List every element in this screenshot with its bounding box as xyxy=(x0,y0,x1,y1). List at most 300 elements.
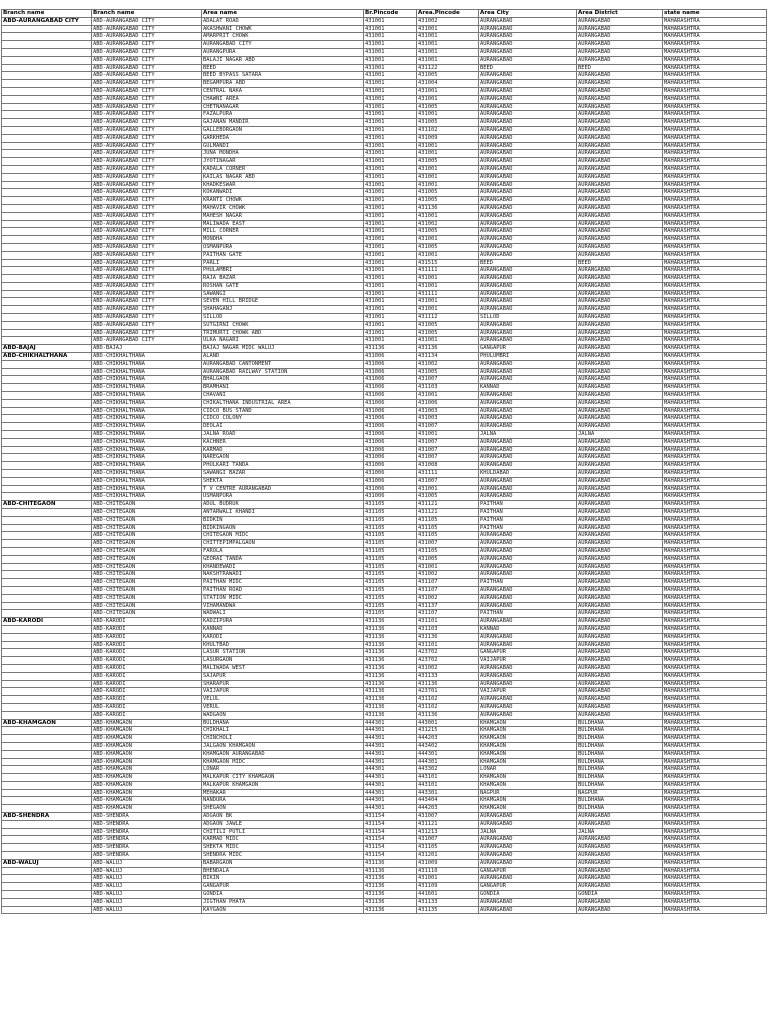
area-district-cell: JALNA xyxy=(577,431,663,439)
table-header xyxy=(2,10,767,18)
br-pincode-cell: 431136 xyxy=(364,657,417,665)
table-row xyxy=(2,438,767,446)
branch-name-cell: ABD-SHENDRA xyxy=(92,844,202,852)
table-row xyxy=(2,150,767,158)
area-name-cell: BIDKIN xyxy=(202,516,364,524)
table-row xyxy=(2,547,767,555)
area-pincode-cell: 431105 xyxy=(417,516,479,524)
area-city-cell: AURANGABAD xyxy=(479,711,577,719)
area-city-cell: GANGAPUR xyxy=(479,867,577,875)
area-name-cell: BIDKINGAON xyxy=(202,524,364,532)
branch-name-cell: ABD-AURANGABAD CITY xyxy=(92,290,202,298)
br-pincode-cell: 431001 xyxy=(364,80,417,88)
area-city-cell: GONDIA xyxy=(479,891,577,899)
branch-name-cell: ABD-CHIKHALTHANA xyxy=(92,470,202,478)
br-pincode-cell: 431136 xyxy=(364,672,417,680)
area-district-cell: AURANGABAD xyxy=(577,657,663,665)
area-district-cell: AURANGABAD xyxy=(577,898,663,906)
area-district-cell: AURANGABAD xyxy=(577,48,663,56)
br-pincode-cell: 431001 xyxy=(364,329,417,337)
branch-name-cell: ABD-AURANGABAD CITY xyxy=(92,72,202,80)
branch-name-cell: ABD-KARODI xyxy=(92,664,202,672)
area-district-cell: AURANGABAD xyxy=(577,844,663,852)
area-district-cell: AURANGABAD xyxy=(577,462,663,470)
branch-group-cell xyxy=(2,891,92,899)
area-city-cell: AURANGABAD xyxy=(479,142,577,150)
area-pincode-cell: 431005 xyxy=(417,197,479,205)
area-pincode-cell: 431001 xyxy=(417,87,479,95)
table-row xyxy=(2,906,767,914)
state-name-cell: MAHARASHTRA xyxy=(663,664,767,672)
state-name-cell: MAHARASHTRA xyxy=(663,173,767,181)
branch-name-cell: ABD-AURANGABAD CITY xyxy=(92,275,202,283)
area-name-cell: CHITEGAON MIDC xyxy=(202,532,364,540)
br-pincode-cell: 431001 xyxy=(364,103,417,111)
area-city-cell: AURANGABAD xyxy=(479,407,577,415)
branch-name-cell: ABD-CHIKHALTHANA xyxy=(92,384,202,392)
area-city-cell: KHAMGAON xyxy=(479,727,577,735)
area-name-cell: STATION MIDC xyxy=(202,594,364,602)
area-pincode-cell: 431101 xyxy=(417,618,479,626)
branch-group-cell xyxy=(2,844,92,852)
area-district-cell: AURANGABAD xyxy=(577,282,663,290)
state-name-cell: MAHARASHTRA xyxy=(663,142,767,150)
branch-name-cell: ABD-AURANGABAD CITY xyxy=(92,204,202,212)
table-row xyxy=(2,314,767,322)
branch-group-cell xyxy=(2,392,92,400)
branch-name-cell: ABD-CHITEGAON xyxy=(92,540,202,548)
table-row xyxy=(2,501,767,509)
branch-group-cell: ABD-KHAMGAON xyxy=(2,719,92,727)
branch-name-cell: ABD-KHAMGAON xyxy=(92,750,202,758)
branch-name-cell: ABD-KARODI xyxy=(92,657,202,665)
branch-group-cell xyxy=(2,360,92,368)
area-city-cell: AURANGABAD xyxy=(479,368,577,376)
area-name-cell: BAJAJ NAGAR MIDC WALUJ xyxy=(202,345,364,353)
br-pincode-cell: 431001 xyxy=(364,204,417,212)
area-name-cell: AURANGPURA xyxy=(202,48,364,56)
branch-name-cell: ABD-CHIKHALTHANA xyxy=(92,392,202,400)
area-district-cell: BULDHANA xyxy=(577,735,663,743)
area-name-cell: AURANGABAD CANTONMENT xyxy=(202,360,364,368)
state-name-cell: MAHARASHTRA xyxy=(663,828,767,836)
table-row xyxy=(2,204,767,212)
area-pincode-cell: 431007 xyxy=(417,438,479,446)
area-city-cell: AURANGABAD xyxy=(479,875,577,883)
area-name-cell: JIGTHAN PHATA xyxy=(202,898,364,906)
area-district-cell: AURANGABAD xyxy=(577,33,663,41)
state-name-cell: MAHARASHTRA xyxy=(663,345,767,353)
state-name-cell: MAHARASHTRA xyxy=(663,72,767,80)
area-pincode-cell: 431111 xyxy=(417,290,479,298)
area-name-cell: SHEKTA MIDC xyxy=(202,844,364,852)
area-pincode-cell: 431102 xyxy=(417,703,479,711)
header-br-pincode: Br.Pincode xyxy=(364,10,417,18)
area-pincode-cell: 431105 xyxy=(417,532,479,540)
area-city-cell: AURANGABAD xyxy=(479,423,577,431)
state-name-cell: MAHARASHTRA xyxy=(663,805,767,813)
area-district-cell: BULDHANA xyxy=(577,727,663,735)
area-city-cell: AURANGABAD xyxy=(479,672,577,680)
table-row xyxy=(2,259,767,267)
area-pincode-cell: 431001 xyxy=(417,25,479,33)
area-name-cell: SAWANGI BAZAR xyxy=(202,470,364,478)
state-name-cell: MAHARASHTRA xyxy=(663,470,767,478)
area-district-cell: AURANGABAD xyxy=(577,509,663,517)
area-district-cell: AURANGABAD xyxy=(577,446,663,454)
table-row xyxy=(2,376,767,384)
table-row xyxy=(2,119,767,127)
area-district-cell: NAGPUR xyxy=(577,789,663,797)
area-pincode-cell: 431136 xyxy=(417,711,479,719)
table-row xyxy=(2,243,767,251)
branch-group-cell xyxy=(2,41,92,49)
area-district-cell: BULDHANA xyxy=(577,805,663,813)
br-pincode-cell: 431136 xyxy=(364,345,417,353)
br-pincode-cell: 431001 xyxy=(364,282,417,290)
state-name-cell: MAHARASHTRA xyxy=(663,259,767,267)
area-city-cell: AURANGABAD xyxy=(479,33,577,41)
area-district-cell: AURANGABAD xyxy=(577,25,663,33)
area-district-cell: AURANGABAD xyxy=(577,103,663,111)
area-name-cell: MALKAPUR CITY KHAMGAON xyxy=(202,774,364,782)
area-pincode-cell: 431107 xyxy=(417,579,479,587)
table-row xyxy=(2,524,767,532)
table-row xyxy=(2,563,767,571)
table-row xyxy=(2,649,767,657)
br-pincode-cell: 431136 xyxy=(364,891,417,899)
table-row xyxy=(2,415,767,423)
header-area-name: Area name xyxy=(202,10,364,18)
branch-group-cell xyxy=(2,579,92,587)
area-city-cell: KHAMGAON xyxy=(479,774,577,782)
area-name-cell: KARMAD xyxy=(202,446,364,454)
branch-group-cell xyxy=(2,87,92,95)
branch-group-cell xyxy=(2,672,92,680)
state-name-cell: MAHARASHTRA xyxy=(663,103,767,111)
area-name-cell: KARMAD MIDC xyxy=(202,836,364,844)
br-pincode-cell: 431105 xyxy=(364,579,417,587)
area-name-cell: CHIKHALI xyxy=(202,727,364,735)
area-name-cell: CHIKALTHANA INDUSTRIAL AREA xyxy=(202,399,364,407)
branch-group-cell xyxy=(2,173,92,181)
area-name-cell: SHEGAON xyxy=(202,805,364,813)
area-name-cell: SHEKTA xyxy=(202,477,364,485)
state-name-cell: MAHARASHTRA xyxy=(663,610,767,618)
branch-group-cell xyxy=(2,298,92,306)
area-district-cell: AURANGABAD xyxy=(577,72,663,80)
state-name-cell: MAHARASHTRA xyxy=(663,438,767,446)
br-pincode-cell: 431136 xyxy=(364,680,417,688)
area-city-cell: AURANGABAD xyxy=(479,111,577,119)
header-area-city: Area City xyxy=(479,10,577,18)
area-pincode-cell: 431001 xyxy=(417,337,479,345)
area-name-cell: BEED BYPASS SATARA xyxy=(202,72,364,80)
branch-name-cell: ABD-AURANGABAD CITY xyxy=(92,173,202,181)
area-pincode-cell: 431109 xyxy=(417,883,479,891)
table-row xyxy=(2,80,767,88)
table-row xyxy=(2,766,767,774)
branch-group-cell xyxy=(2,228,92,236)
area-city-cell: AURANGABAD xyxy=(479,165,577,173)
br-pincode-cell: 431001 xyxy=(364,251,417,259)
area-pincode-cell: 431136 xyxy=(417,633,479,641)
area-district-cell: AURANGABAD xyxy=(577,711,663,719)
table-row xyxy=(2,282,767,290)
branch-name-cell: ABD-SHENDRA xyxy=(92,852,202,860)
branch-name-cell: ABD-KARODI xyxy=(92,703,202,711)
area-name-cell: ADGAON BK xyxy=(202,813,364,821)
table-row xyxy=(2,181,767,189)
branch-group-cell xyxy=(2,415,92,423)
br-pincode-cell: 431001 xyxy=(364,56,417,64)
area-city-cell: KHAMGAON xyxy=(479,735,577,743)
area-name-cell: BEED xyxy=(202,64,364,72)
branch-name-cell: ABD-CHIKHALTHANA xyxy=(92,376,202,384)
state-name-cell: MAHARASHTRA xyxy=(663,836,767,844)
area-pincode-cell: 431005 xyxy=(417,72,479,80)
area-city-cell: AURANGABAD xyxy=(479,134,577,142)
branch-group-cell xyxy=(2,664,92,672)
area-pincode-cell: 431201 xyxy=(417,852,479,860)
area-pincode-cell: 431105 xyxy=(417,844,479,852)
branch-group-cell xyxy=(2,212,92,220)
area-pincode-cell: 431102 xyxy=(417,126,479,134)
area-name-cell: SEVEN HILL BRIDGE xyxy=(202,298,364,306)
table-row xyxy=(2,586,767,594)
area-district-cell: BEED xyxy=(577,259,663,267)
table-row xyxy=(2,485,767,493)
area-pincode-cell: 444203 xyxy=(417,805,479,813)
area-district-cell: AURANGABAD xyxy=(577,423,663,431)
table-row xyxy=(2,337,767,345)
state-name-cell: MAHARASHTRA xyxy=(663,633,767,641)
area-city-cell: AURANGABAD xyxy=(479,236,577,244)
table-row xyxy=(2,165,767,173)
area-name-cell: AKASHWANI CHOWK xyxy=(202,25,364,33)
area-name-cell: KHADKESWAR xyxy=(202,181,364,189)
state-name-cell: MAHARASHTRA xyxy=(663,212,767,220)
area-district-cell: AURANGABAD xyxy=(577,337,663,345)
area-pincode-cell: 431001 xyxy=(417,212,479,220)
area-city-cell: GANGAPUR xyxy=(479,883,577,891)
area-city-cell: PAITHAN xyxy=(479,516,577,524)
area-district-cell: AURANGABAD xyxy=(577,87,663,95)
area-city-cell: AURANGABAD xyxy=(479,813,577,821)
state-name-cell: MAHARASHTRA xyxy=(663,423,767,431)
area-pincode-cell: 431107 xyxy=(417,610,479,618)
br-pincode-cell: 431105 xyxy=(364,586,417,594)
br-pincode-cell: 431001 xyxy=(364,173,417,181)
br-pincode-cell: 444301 xyxy=(364,805,417,813)
area-pincode-cell: 431107 xyxy=(417,586,479,594)
state-name-cell: MAHARASHTRA xyxy=(663,906,767,914)
area-pincode-cell: 431001 xyxy=(417,181,479,189)
area-district-cell: AURANGABAD xyxy=(577,540,663,548)
area-pincode-cell: 431001 xyxy=(417,306,479,314)
branch-group-cell xyxy=(2,56,92,64)
area-city-cell: AURANGABAD xyxy=(479,547,577,555)
area-district-cell: AURANGABAD xyxy=(577,41,663,49)
state-name-cell: MAHARASHTRA xyxy=(663,594,767,602)
branch-group-cell: ABD-BAJAJ xyxy=(2,345,92,353)
area-city-cell: AURANGABAD xyxy=(479,189,577,197)
branch-group-cell xyxy=(2,571,92,579)
table-row xyxy=(2,680,767,688)
br-pincode-cell: 431136 xyxy=(364,625,417,633)
area-name-cell: PARLI xyxy=(202,259,364,267)
branch-name-cell: ABD-AURANGABAD CITY xyxy=(92,220,202,228)
state-name-cell: MAHARASHTRA xyxy=(663,415,767,423)
branch-group-cell xyxy=(2,158,92,166)
branch-name-cell: ABD-KHAMGAON xyxy=(92,742,202,750)
branch-group-cell xyxy=(2,696,92,704)
branch-group-cell xyxy=(2,446,92,454)
state-name-cell: MAHARASHTRA xyxy=(663,571,767,579)
branch-name-cell: ABD-CHITEGAON xyxy=(92,547,202,555)
area-district-cell: AURANGABAD xyxy=(577,95,663,103)
area-district-cell: BULDHANA xyxy=(577,766,663,774)
branch-group-cell xyxy=(2,649,92,657)
area-district-cell: AURANGABAD xyxy=(577,220,663,228)
state-name-cell: MAHARASHTRA xyxy=(663,150,767,158)
area-city-cell: NAGPUR xyxy=(479,789,577,797)
branch-name-cell: ABD-CHITEGAON xyxy=(92,610,202,618)
area-pincode-cell: 431005 xyxy=(417,158,479,166)
branch-name-cell: ABD-AURANGABAD CITY xyxy=(92,103,202,111)
branch-name-cell: ABD-AURANGABAD CITY xyxy=(92,267,202,275)
branch-name-cell: ABD-KARODI xyxy=(92,649,202,657)
state-name-cell: MAHARASHTRA xyxy=(663,282,767,290)
state-name-cell: MAHARASHTRA xyxy=(663,719,767,727)
br-pincode-cell: 431154 xyxy=(364,828,417,836)
area-district-cell: GONDIA xyxy=(577,891,663,899)
state-name-cell: MAHARASHTRA xyxy=(663,181,767,189)
area-district-cell: AURANGABAD xyxy=(577,532,663,540)
area-district-cell: AURANGABAD xyxy=(577,321,663,329)
table-row xyxy=(2,197,767,205)
branch-group-cell: ABD-CHIKHALTHANA xyxy=(2,353,92,361)
state-name-cell: MAHARASHTRA xyxy=(663,750,767,758)
state-name-cell: MAHARASHTRA xyxy=(663,337,767,345)
area-pincode-cell: 431001 xyxy=(417,251,479,259)
area-city-cell: KHAMGAON xyxy=(479,750,577,758)
branch-group-cell xyxy=(2,657,92,665)
area-pincode-cell: 431001 xyxy=(417,173,479,181)
table-row xyxy=(2,633,767,641)
br-pincode-cell: 431001 xyxy=(364,48,417,56)
area-name-cell: CENTRAL NAKA xyxy=(202,87,364,95)
table-row xyxy=(2,774,767,782)
area-name-cell: SHARAPUR xyxy=(202,680,364,688)
state-name-cell: MAHARASHTRA xyxy=(663,407,767,415)
branch-group-cell xyxy=(2,376,92,384)
branch-group-cell xyxy=(2,781,92,789)
state-name-cell: MAHARASHTRA xyxy=(663,540,767,548)
br-pincode-cell: 431001 xyxy=(364,228,417,236)
branch-group-cell xyxy=(2,111,92,119)
table-row xyxy=(2,703,767,711)
state-name-cell: MAHARASHTRA xyxy=(663,493,767,501)
branch-name-cell: ABD-AURANGABAD CITY xyxy=(92,48,202,56)
area-pincode-cell: 431101 xyxy=(417,641,479,649)
table-row xyxy=(2,228,767,236)
branch-group-cell xyxy=(2,789,92,797)
state-name-cell: MAHARASHTRA xyxy=(663,33,767,41)
state-name-cell: MAHARASHTRA xyxy=(663,555,767,563)
state-name-cell: MAHARASHTRA xyxy=(663,797,767,805)
branch-name-cell: ABD-KHAMGAON xyxy=(92,774,202,782)
area-pincode-cell: 431135 xyxy=(417,906,479,914)
area-district-cell: AURANGABAD xyxy=(577,353,663,361)
branch-group-cell xyxy=(2,766,92,774)
br-pincode-cell: 444301 xyxy=(364,774,417,782)
area-name-cell: CHITILI PUTLI xyxy=(202,828,364,836)
branch-name-cell: ABD-CHITEGAON xyxy=(92,571,202,579)
area-pincode-cell: 431001 xyxy=(417,563,479,571)
br-pincode-cell: 431001 xyxy=(364,212,417,220)
branch-group-cell: ABD-SHENDRA xyxy=(2,813,92,821)
area-pincode-cell: 431105 xyxy=(417,524,479,532)
area-district-cell: AURANGABAD xyxy=(577,165,663,173)
area-city-cell: AURANGABAD xyxy=(479,360,577,368)
br-pincode-cell: 431105 xyxy=(364,571,417,579)
state-name-cell: MAHARASHTRA xyxy=(663,867,767,875)
area-name-cell: MILL CORNER xyxy=(202,228,364,236)
state-name-cell: MAHARASHTRA xyxy=(663,80,767,88)
area-pincode-cell: 431007 xyxy=(417,477,479,485)
branch-name-cell: ABD-KARODI xyxy=(92,696,202,704)
area-pincode-cell: 431134 xyxy=(417,353,479,361)
branch-group-cell xyxy=(2,898,92,906)
area-name-cell: OSMANPURA xyxy=(202,243,364,251)
branch-group-cell xyxy=(2,134,92,142)
area-district-cell: BULDHANA xyxy=(577,719,663,727)
area-city-cell: AURANGABAD xyxy=(479,594,577,602)
br-pincode-cell: 431001 xyxy=(364,243,417,251)
br-pincode-cell: 444301 xyxy=(364,781,417,789)
area-name-cell: WADGAON xyxy=(202,711,364,719)
area-city-cell: JALNA xyxy=(479,828,577,836)
branch-name-cell: ABD-WALUJ xyxy=(92,898,202,906)
area-district-cell: AURANGABAD xyxy=(577,524,663,532)
br-pincode-cell: 431001 xyxy=(364,220,417,228)
state-name-cell: MAHARASHTRA xyxy=(663,454,767,462)
state-name-cell: MAHARASHTRA xyxy=(663,48,767,56)
br-pincode-cell: 431006 xyxy=(364,423,417,431)
br-pincode-cell: 431136 xyxy=(364,898,417,906)
area-pincode-cell: 431002 xyxy=(417,360,479,368)
area-name-cell: KAYGAON xyxy=(202,906,364,914)
state-name-cell: MAHARASHTRA xyxy=(663,158,767,166)
state-name-cell: MAHARASHTRA xyxy=(663,516,767,524)
state-name-cell: MAHARASHTRA xyxy=(663,376,767,384)
area-pincode-cell: 431001 xyxy=(417,95,479,103)
area-city-cell: AURANGABAD xyxy=(479,220,577,228)
area-pincode-cell: 431110 xyxy=(417,867,479,875)
state-name-cell: MAHARASHTRA xyxy=(663,477,767,485)
branch-group-cell xyxy=(2,493,92,501)
branch-group-cell xyxy=(2,641,92,649)
table-row xyxy=(2,126,767,134)
area-district-cell: AURANGABAD xyxy=(577,649,663,657)
branch-name-cell: ABD-AURANGABAD CITY xyxy=(92,165,202,173)
area-city-cell: AURANGABAD xyxy=(479,306,577,314)
area-district-cell: AURANGABAD xyxy=(577,664,663,672)
area-name-cell: ALAND xyxy=(202,353,364,361)
area-city-cell: AURANGABAD xyxy=(479,17,577,25)
area-pincode-cell: 431003 xyxy=(417,415,479,423)
